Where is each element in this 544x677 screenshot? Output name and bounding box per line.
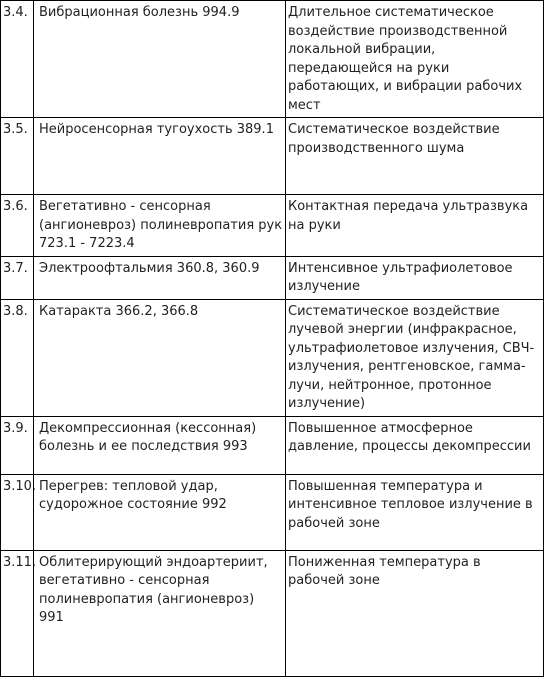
factor-cell: Систематическое воздействие лучевой энергии (инфракрасное, ультрафиолетовое излучения, СВЧ-излучения, рентгеновское, гамма-лучи, нейтронное, протонное излучение)	[286, 299, 544, 416]
row-number: 3.10.	[1, 474, 34, 550]
disease-cell: Вегетативно - сенсорная (ангионевроз) полиневропатия рук 723.1 - 7223.4	[34, 195, 286, 257]
disease-cell: Перегрев: тепловой удар, судорожное состояние 992	[34, 474, 286, 550]
table-row	[1, 474, 544, 550]
factor-cell: Пониженная температура в рабочей зоне	[286, 550, 544, 676]
table-row	[1, 1, 544, 118]
row-number: 3.7.	[1, 256, 34, 299]
row-number: 3.9.	[1, 416, 34, 474]
disease-cell: Электроофтальмия 360.8, 360.9	[34, 256, 286, 299]
factor-cell: Длительное систематическое воздействие производственной локальной вибрации, передающейся на руки работающих, и вибрации рабочих мест	[286, 1, 544, 118]
row-number: 3.8.	[1, 299, 34, 416]
disease-cell: Катаракта 366.2, 366.8	[34, 299, 286, 416]
factor-cell: Интенсивное ультрафиолетовое излучение	[286, 256, 544, 299]
factor-cell: Повышенное атмосферное давление, процессы декомпрессии	[286, 416, 544, 474]
row-number: 3.4.	[1, 1, 34, 118]
table-row	[1, 416, 544, 474]
table-row	[1, 195, 544, 257]
table-row	[1, 550, 544, 676]
row-number: 3.5.	[1, 118, 34, 195]
factor-cell: Повышенная температура и интенсивное тепловое излучение в рабочей зоне	[286, 474, 544, 550]
disease-cell: Облитерирующий эндоартериит, вегетативно - сенсорная полиневропатия (ангионевроз) 991	[34, 550, 286, 676]
disease-cell: Нейросенсорная тугоухость 389.1	[34, 118, 286, 195]
disease-cell: Декомпрессионная (кессонная) болезнь и ее последствия 993	[34, 416, 286, 474]
row-number: 3.6.	[1, 195, 34, 257]
table-row	[1, 299, 544, 416]
table-row	[1, 256, 544, 299]
row-number: 3.11.	[1, 550, 34, 676]
disease-cell: Вибрационная болезнь 994.9	[34, 1, 286, 118]
factor-cell: Систематическое воздействие производственного шума	[286, 118, 544, 195]
table-row	[1, 118, 544, 195]
factor-cell: Контактная передача ультразвука на руки	[286, 195, 544, 257]
